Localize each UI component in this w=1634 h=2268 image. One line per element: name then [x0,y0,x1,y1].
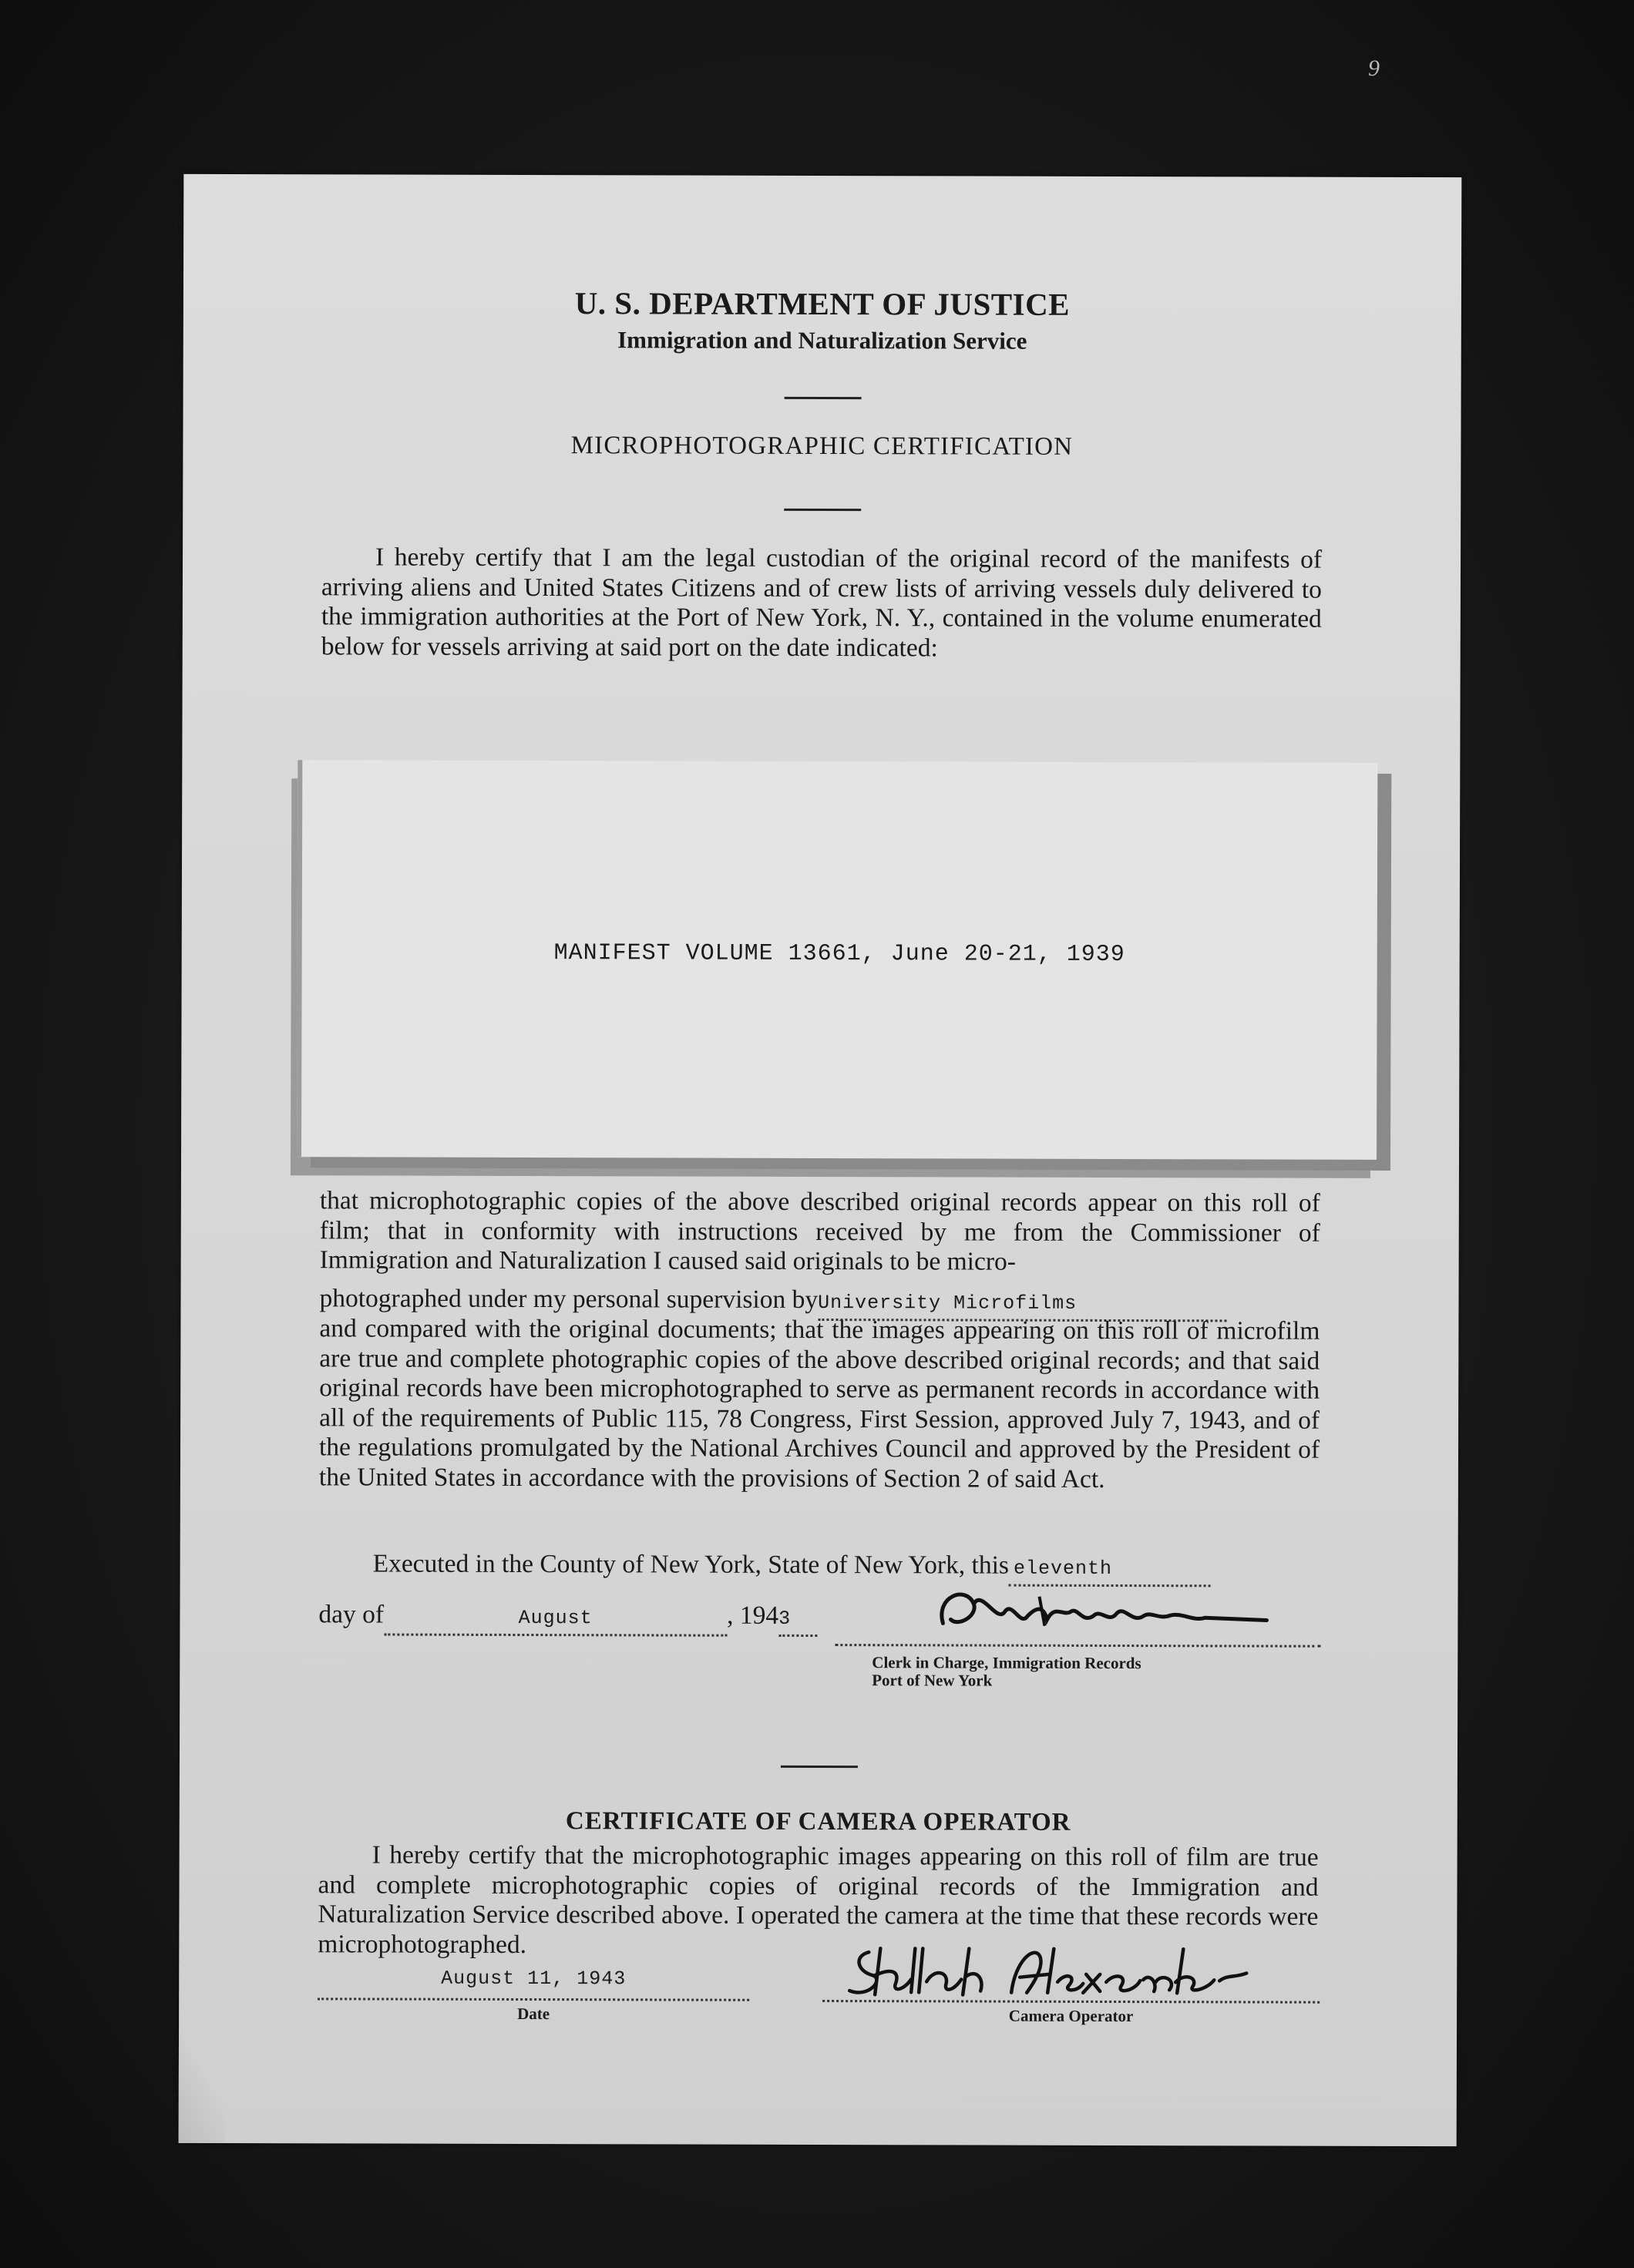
camera-operator-label: Camera Operator [1008,2006,1134,2026]
body-paragraph-1: that microphotographic copies of the above described original records appear on this roll of film; that in conformity with instructions received by me from the Commissioner of Immigration and Naturalization I caused said originals to be micro- [319,1186,1320,1276]
camera-certificate-title: CERTIFICATE OF CAMERA OPERATOR [565,1807,1071,1836]
intro-paragraph [321,543,1322,664]
certification-title: MICROPHOTOGRAPHIC CERTIFICATION [570,432,1074,461]
folded-corner [179,2035,225,2143]
date-field [318,1967,749,2001]
camera-operator-block [822,1937,1320,2026]
clerk-title-line2: Port of New York [872,1671,993,1690]
year-prefix: , 194 [727,1601,779,1630]
manifest-label-card [297,760,1377,1160]
camera-certificate-text: I hereby certify that the microphotographic images appearing on this roll of film are true and complete microphotographic copies of original records of the Immigration and Naturalization Service described above. I operated the camera at the time that these records were microphotographed. [318,1840,1319,1959]
clerk-signature-line [835,1590,1320,1648]
clerk-title-line1: Clerk in Charge, Immigration Records [872,1653,1141,1673]
year-value: 3 [778,1607,792,1630]
intro-text: I hereby certify that I am the legal custodian of the original record of the manifests of arriving aliens and United States Citizens and of crew lists of arriving vessels duly delivered to the immigration authorities at the Port of New York, N. Y., contained in the volume enumerated below for vessels arriving at said port on the date indicated: [321,543,1323,662]
department-title: U. S. DEPARTMENT OF JUSTICE [574,285,1071,322]
supervisor-name: University Microfilms [818,1291,1078,1315]
certificate-sheet [179,174,1462,2146]
divider-rule [784,509,861,511]
corner-mark: 9 [1368,55,1380,81]
executed-prefix: Executed in the County of New York, State of New York, this [372,1549,1010,1580]
year-field [778,1601,817,1637]
divider-rule [781,1766,858,1768]
body-paragraph-2: and compared with the original documents; that the images appearing on this roll of microfilm are true and complete photographic copies of the above described original records; and that said original records have been microphotographed to serve as permanent records in accordance with all of the requirements of Public 115, 78 Congress, First Session, approved July 7, 1943, and of the regulations promulgated by the National Archives Council and approved by the President of the United States in accordance with the provisions of Section 2 of said Act. [318,1314,1320,1494]
date-label: Date [517,2004,550,2024]
divider-rule [785,397,862,399]
clerk-signature-block [835,1590,1320,1691]
operator-signature-line [822,1937,1320,2004]
clerk-signature [927,1581,1282,1643]
supervision-prefix: photographed under my personal supervision by [319,1284,819,1314]
date-block [318,1967,749,2023]
manifest-volume-text: MANIFEST VOLUME 13661, June 20-21, 1939 [553,940,1125,969]
operator-signature [838,1937,1269,2007]
day-value: eleventh [1013,1557,1113,1580]
service-subtitle: Immigration and Naturalization Service [617,326,1027,354]
date-value: August 11, 1943 [441,1967,627,1991]
month-field [384,1601,727,1637]
day-of-label: day of [318,1600,385,1629]
month-value: August [518,1606,593,1630]
